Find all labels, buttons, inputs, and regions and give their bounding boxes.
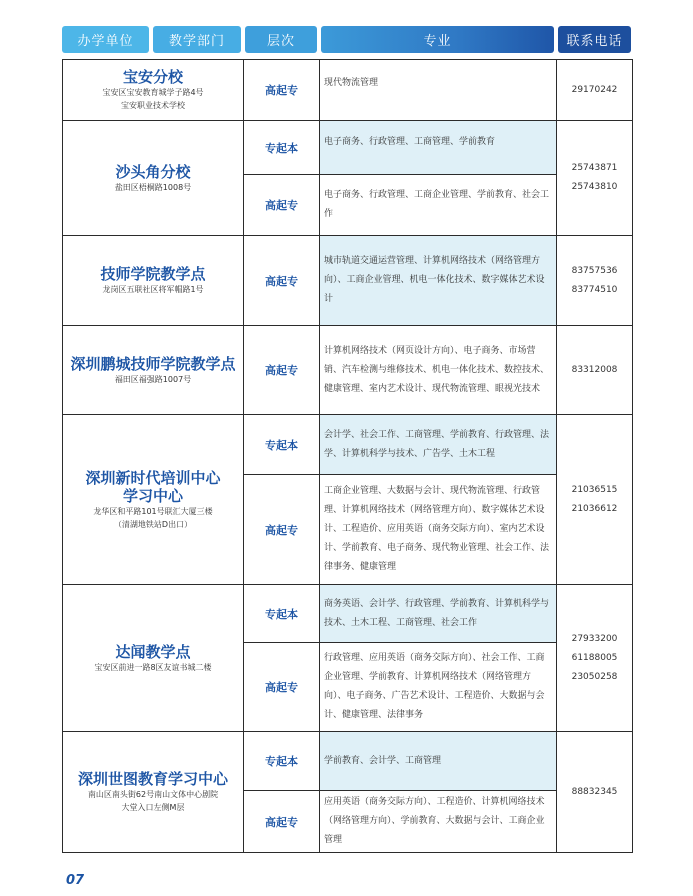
school-address: 南山区南头街62号南山文体中心剧院 xyxy=(87,790,219,799)
phone-number: 83774510 xyxy=(571,284,618,295)
header-major: 专业 xyxy=(321,26,554,53)
majors-cell: 应用英语（商务交际方向）、工程造价、计算机网络技术（网络管理方向）、学前教育、大数据与会计、工商企业管理 xyxy=(320,791,557,853)
school-cell xyxy=(63,585,244,732)
school-name: 深圳世图教育学习中心 xyxy=(77,770,228,788)
phone-number: 27933200 xyxy=(571,633,618,644)
school-cell xyxy=(63,121,244,236)
school-address: 宝安区宝安教育城学子路4号 xyxy=(102,88,204,97)
majors-cell: 电子商务、行政管理、工商管理、学前教育 xyxy=(320,121,557,175)
school-address: （清湖地铁站D出口） xyxy=(113,519,193,529)
majors-cell: 城市轨道交通运营管理、计算机网络技术（网络管理方向）、工商企业管理、机电一体化技术、数字媒体艺术设计 xyxy=(320,236,557,326)
phone-cell xyxy=(557,121,633,236)
level-cell: 专起本 xyxy=(244,732,320,791)
phone-cell xyxy=(557,236,633,326)
school-cell xyxy=(63,326,244,415)
phone-number: 29170242 xyxy=(571,84,618,95)
school-name: 沙头角分校 xyxy=(115,162,191,181)
level-cell: 专起本 xyxy=(244,585,320,643)
phone-cell xyxy=(557,415,633,585)
level-cell: 高起专 xyxy=(244,475,320,585)
table-row xyxy=(63,121,633,175)
level-cell: 高起专 xyxy=(244,643,320,732)
school-cell xyxy=(63,415,244,585)
table-row xyxy=(63,236,633,326)
phone-number: 83312008 xyxy=(571,364,618,375)
table-row xyxy=(63,732,633,791)
school-name: 达闻教学点 xyxy=(115,642,191,661)
phone-number: 83757536 xyxy=(571,265,618,276)
majors-cell: 计算机网络技术（网页设计方向）、电子商务、市场营销、汽车检测与维修技术、机电一体化技术、数控技术、健康管理、室内艺术设计、现代物流管理、眼视光技术 xyxy=(320,326,557,415)
school-name: 深圳新时代培训中心 xyxy=(85,468,221,487)
header-school: 办学单位 xyxy=(62,26,149,53)
school-name: 学习中心 xyxy=(122,486,183,505)
header-dept: 教学部门 xyxy=(153,26,241,53)
header-level: 层次 xyxy=(245,26,317,53)
school-cell xyxy=(63,236,244,326)
phone-cell xyxy=(557,60,633,121)
majors-cell: 商务英语、会计学、行政管理、学前教育、计算机科学与技术、土木工程、工商管理、社会工作 xyxy=(320,585,557,643)
school-address: 宝安职业技术学校 xyxy=(121,101,185,110)
school-address: 龙岗区五联社区将军帽路1号 xyxy=(102,285,204,294)
level-cell: 专起本 xyxy=(244,415,320,475)
school-address: 大堂入口左侧M层 xyxy=(121,803,185,812)
school-address: 龙华区和平路101号联汇大厦三楼 xyxy=(93,506,213,516)
table-row xyxy=(63,585,633,643)
majors-cell: 学前教育、会计学、工商管理 xyxy=(320,732,557,791)
school-table xyxy=(62,59,633,853)
majors-cell: 行政管理、应用英语（商务交际方向）、社会工作、工商企业管理、学前教育、计算机网络技术（网络管理方向）、电子商务、广告艺术设计、工程造价、大数据与会计、健康管理、法律事务 xyxy=(320,643,557,732)
phone-cell xyxy=(557,585,633,732)
phone-number: 88832345 xyxy=(571,786,618,797)
phone-number: 23050258 xyxy=(571,671,618,682)
table-row xyxy=(63,60,633,121)
table-row xyxy=(63,326,633,415)
phone-cell xyxy=(557,732,633,853)
level-cell: 高起专 xyxy=(244,175,320,236)
majors-cell: 现代物流管理 xyxy=(320,60,557,121)
school-cell xyxy=(63,60,244,121)
majors-cell: 会计学、社会工作、工商管理、学前教育、行政管理、法学、计算机科学与技术、广告学、土木工程 xyxy=(320,415,557,475)
phone-number: 61188005 xyxy=(571,652,618,663)
school-name: 深圳鹏城技师学院教学点 xyxy=(70,354,236,373)
phone-number: 21036515 xyxy=(571,484,618,495)
school-address: 福田区福强路1007号 xyxy=(114,374,192,384)
phone-number: 25743871 xyxy=(571,163,618,173)
phone-number: 21036612 xyxy=(571,503,618,514)
school-address: 盐田区梧桐路1008号 xyxy=(114,182,192,192)
phone-cell xyxy=(557,326,633,415)
header-phone: 联系电话 xyxy=(558,26,631,53)
level-cell: 高起专 xyxy=(244,236,320,326)
phone-number: 25743810 xyxy=(571,182,618,192)
table-row xyxy=(63,415,633,475)
school-name: 技师学院教学点 xyxy=(100,265,206,283)
page-number: 07 xyxy=(66,873,85,888)
level-cell: 专起本 xyxy=(244,121,320,175)
level-cell: 高起专 xyxy=(244,791,320,853)
level-cell: 高起专 xyxy=(244,326,320,415)
level-cell: 高起专 xyxy=(244,60,320,121)
majors-cell: 电子商务、行政管理、工商企业管理、学前教育、社会工作 xyxy=(320,175,557,236)
majors-cell: 工商企业管理、大数据与会计、现代物流管理、行政管理、计算机网络技术（网络管理方向）、数字媒体艺术设计、工程造价、应用英语（商务交际方向）、室内艺术设计、学前教育、电子商务、现代物业管理、社会工作、法律事务、健康管理 xyxy=(320,475,557,585)
school-name: 宝安分校 xyxy=(122,68,183,86)
school-cell xyxy=(63,732,244,853)
school-address: 宝安区前进一路8区友谊书城二楼 xyxy=(94,662,212,672)
